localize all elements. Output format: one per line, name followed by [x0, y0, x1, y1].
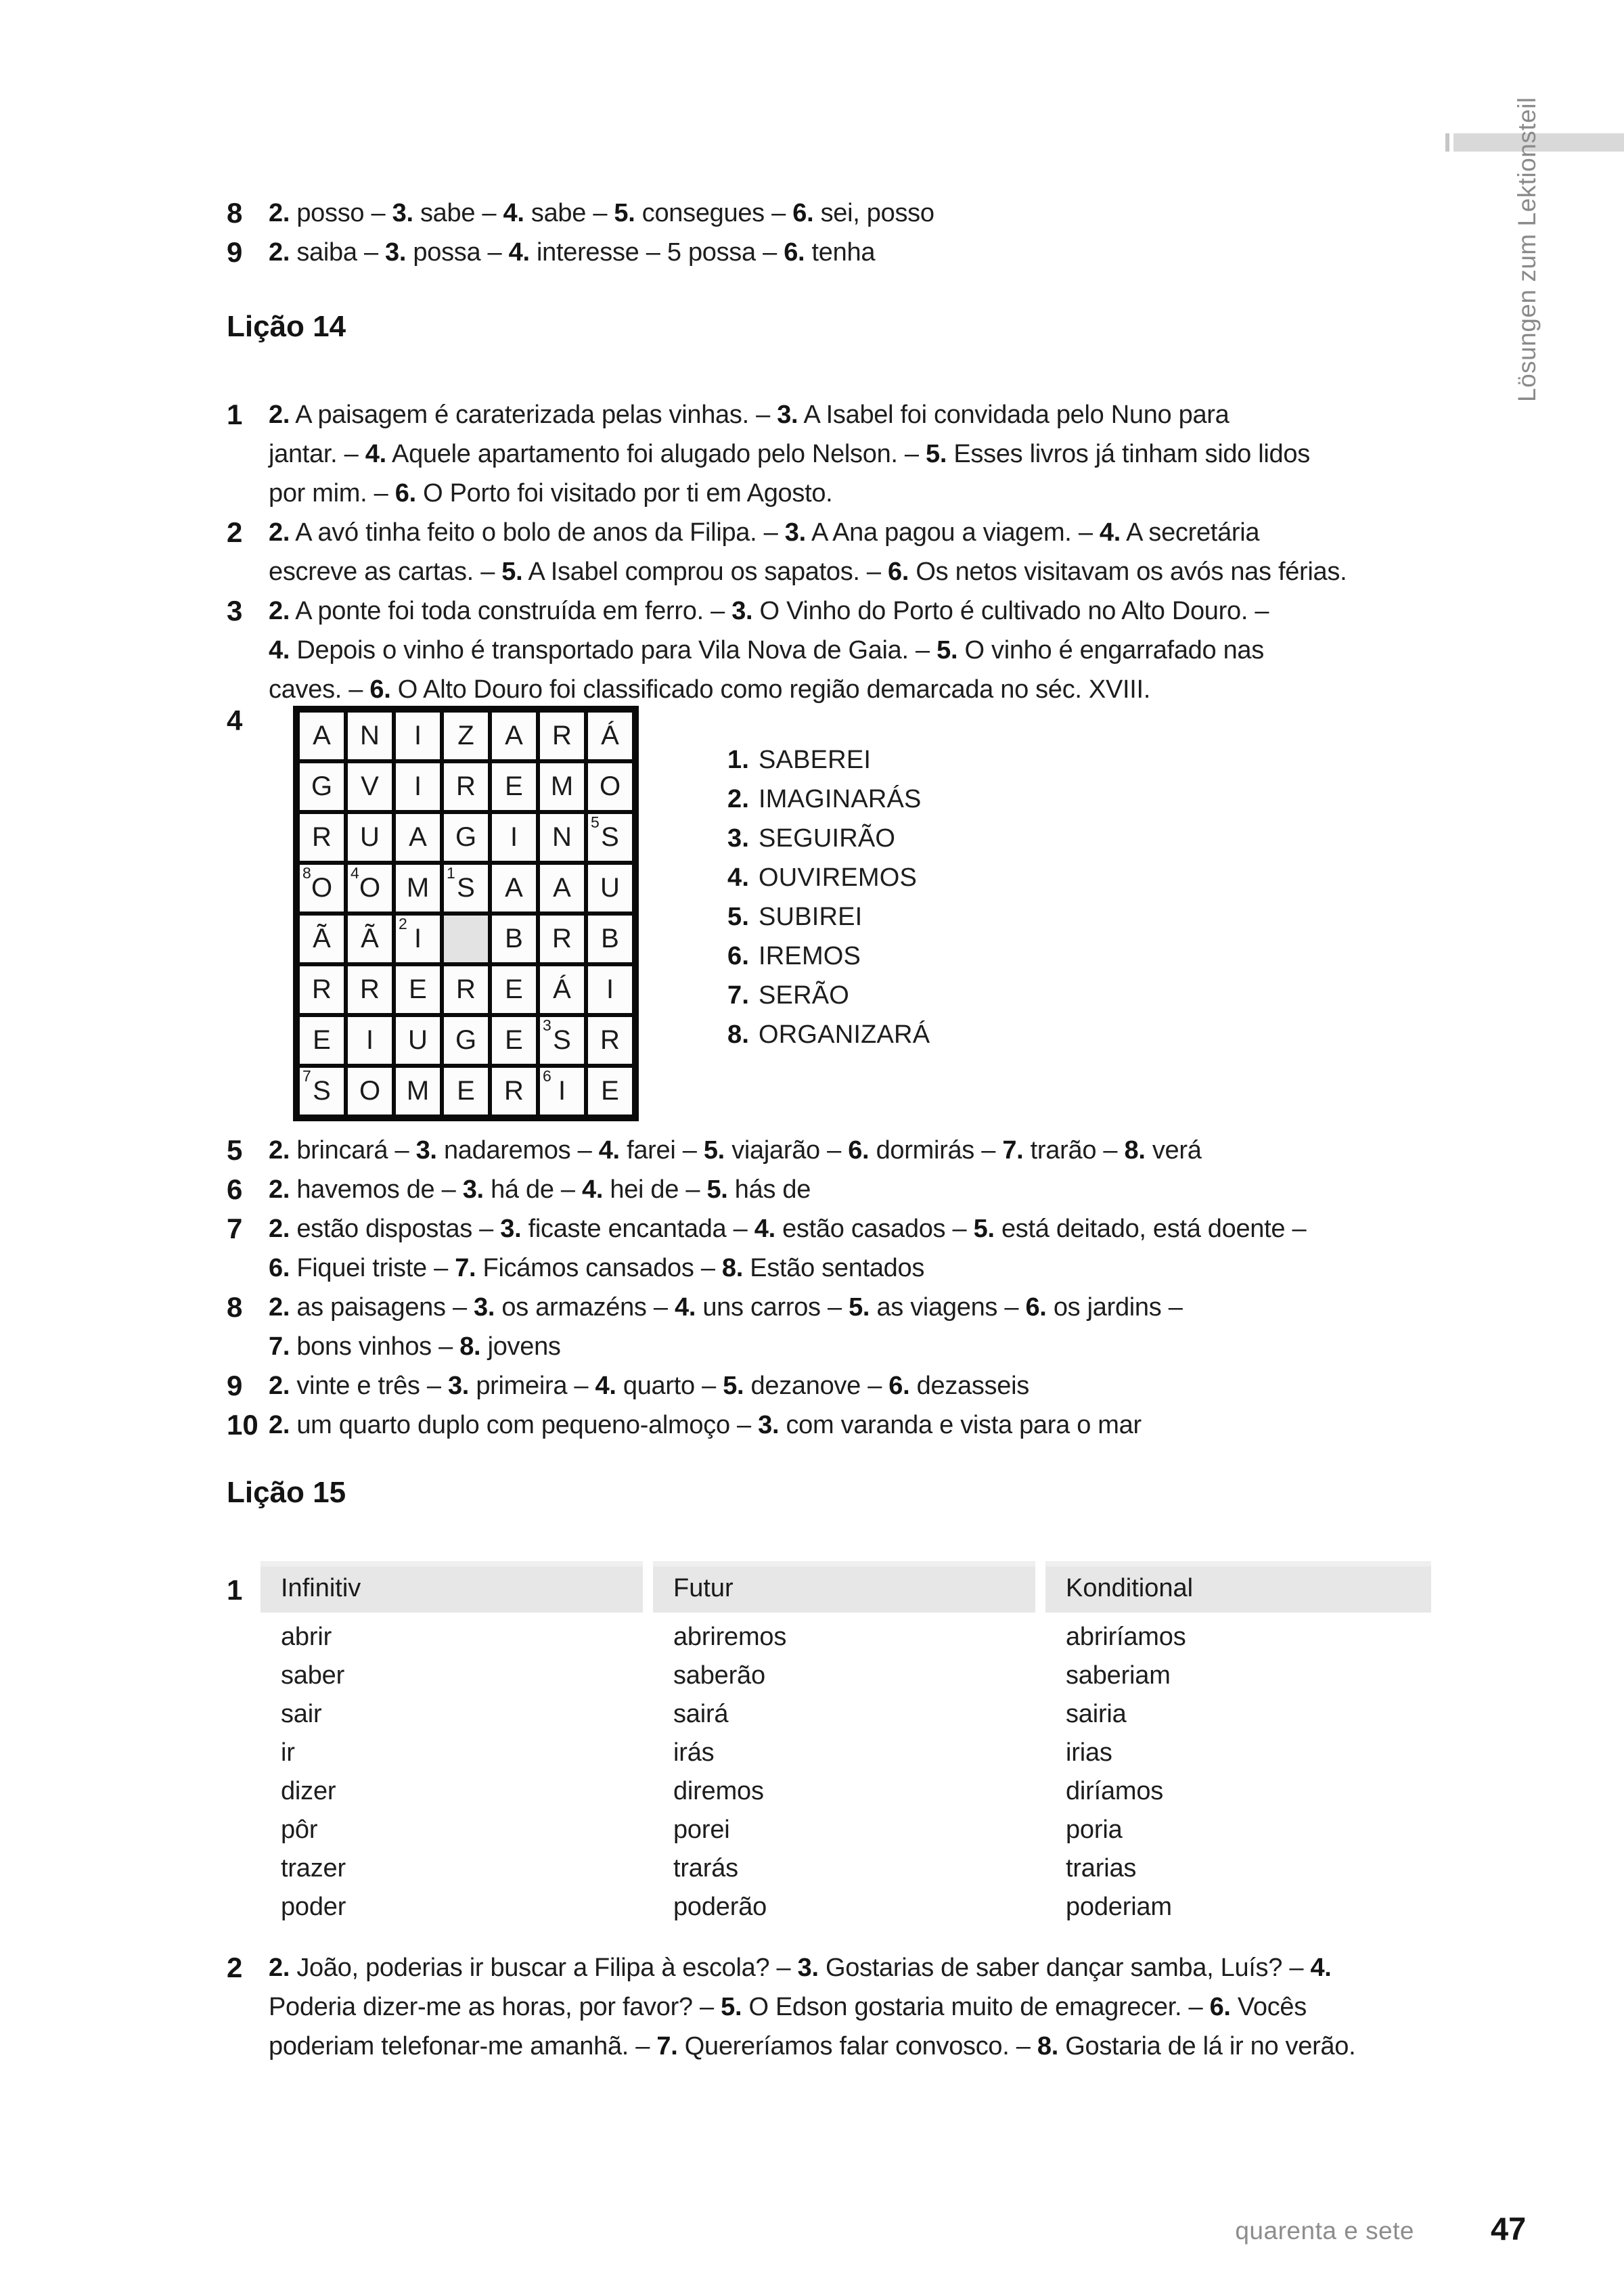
item-number: 10 [227, 1409, 258, 1441]
list-item [227, 1366, 1029, 1405]
item-text [269, 1948, 1355, 2066]
table-cell: sair [281, 1700, 322, 1728]
solution-word-row [727, 740, 930, 780]
grid-cell: 1 S [444, 865, 488, 911]
item-text [269, 395, 1310, 513]
answer-line: poderiam telefonar-me amanhã. – 7. Quereríamos falar convosco. – 8. Gostaria de lá ir no verão. [269, 2032, 1356, 2061]
grid-cell: Ã [300, 916, 344, 962]
grid-cell: I [492, 814, 536, 861]
grid-cell: O [348, 1068, 392, 1115]
table-cell: sairá [673, 1700, 729, 1728]
item-text [269, 1170, 811, 1209]
item-number: 2 [227, 516, 243, 548]
table-cell: poder [281, 1893, 346, 1921]
grid-cell: U [588, 865, 632, 911]
grid-cell: R [348, 966, 392, 1013]
table-cell: saber [281, 1661, 345, 1690]
table-cell: saberiam [1066, 1661, 1171, 1690]
table-cell: poria [1066, 1816, 1123, 1844]
list-item [227, 591, 1269, 709]
grid-cell: R [444, 966, 488, 1013]
table-row [281, 1695, 1445, 1734]
item-number: 1 [227, 399, 243, 430]
table-cell: poderão [673, 1893, 767, 1921]
answer-line: 2. um quarto duplo com pequeno-almoço – 3. com varanda e vista para o mar [269, 1411, 1142, 1439]
answer-line: 2. havemos de – 3. há de – 4. hei de – 5. hás de [269, 1175, 811, 1204]
table-cell: trazer [281, 1854, 346, 1883]
solution-word: ORGANIZARÁ [759, 1020, 930, 1049]
answer-line: escreve as cartas. – 5. A Isabel comprou os sapatos. – 6. Os netos visitavam os avós nas férias. [269, 558, 1347, 586]
answer-line: caves. – 6. O Alto Douro foi classificado como região demarcada no séc. XVIII. [269, 675, 1151, 704]
grid-cell: E [492, 966, 536, 1013]
grid-cell: R [300, 814, 344, 861]
grid-cell-clue-number: 4 [351, 864, 359, 882]
list-item [227, 513, 1347, 591]
section-title-licao-14: Lição 14 [227, 310, 346, 343]
grid-cell: A [492, 865, 536, 911]
answer-line: jantar. – 4. Aquele apartamento foi alugado pelo Nelson. – 5. Esses livros já tinham sido lidos [269, 440, 1310, 468]
footer-page-words: quarenta e sete [1235, 2217, 1414, 2245]
grid-cell: I [396, 763, 440, 810]
item-text [269, 1405, 1142, 1445]
table-header-konditional [1045, 1561, 1431, 1613]
answer-line: 2. A avó tinha feito o bolo de anos da Filipa. – 3. A Ana pagou a viagem. – 4. A secretária [269, 518, 1260, 547]
table-row [281, 1657, 1445, 1695]
grid-cell: B [492, 916, 536, 962]
solution-word-number: 5. [727, 903, 750, 931]
grid-cell: A [396, 814, 440, 861]
grid-cell: Ã [348, 916, 392, 962]
footer-page-number: 47 [1491, 2211, 1527, 2247]
table-header-futur [653, 1561, 1035, 1613]
grid-cell-clue-number: 8 [302, 864, 311, 882]
answer-line: 4. Depois o vinho é transportado para Vila Nova de Gaia. – 5. O vinho é engarrafado nas [269, 636, 1264, 665]
solution-word-number: 7. [727, 981, 750, 1010]
solution-word-row [727, 858, 930, 897]
grid-cell: E [396, 966, 440, 1013]
list-item [227, 1209, 1306, 1288]
grid-cell: U [348, 814, 392, 861]
item-number: 7 [227, 1213, 243, 1244]
grid-cell-clue-number: 7 [302, 1067, 311, 1085]
grid-cell: M [396, 865, 440, 911]
solution-word-row [727, 976, 930, 1015]
solution-word-number: 2. [727, 785, 750, 813]
item-number: 5 [227, 1134, 243, 1166]
item-number: 8 [227, 1291, 243, 1323]
list-item [227, 701, 269, 740]
grid-cell-clue-number: 5 [591, 813, 600, 831]
solution-word: IMAGINARÁS [759, 785, 922, 813]
item-number: 2 [227, 1952, 243, 1983]
solution-word-number: 1. [727, 746, 750, 774]
list-item [227, 194, 934, 233]
grid-cell: M [396, 1068, 440, 1115]
answer-line: 7. bons vinhos – 8. jovens [269, 1332, 561, 1361]
list-item [227, 1405, 1142, 1445]
item-number: 4 [227, 704, 243, 736]
table-cell: abriríamos [1066, 1623, 1186, 1651]
grid-cell: 7 S [300, 1068, 344, 1115]
item-text [269, 194, 934, 233]
answer-line: 2. João, poderias ir buscar a Filipa à escola? – 3. Gostarias de saber dançar samba, Luís? – 4. [269, 1954, 1332, 1982]
grid-cell: U [396, 1017, 440, 1064]
grid-cell: Z [444, 713, 488, 759]
grid-cell: G [300, 763, 344, 810]
grid-cell: R [444, 763, 488, 810]
item-number: 9 [227, 236, 243, 268]
table-cell: irás [673, 1738, 715, 1767]
grid-cell: G [444, 814, 488, 861]
solution-word-row [727, 819, 930, 858]
item-number: 3 [227, 595, 243, 627]
answer-line: 2. posso – 3. sabe – 4. sabe – 5. consegues – 6. sei, posso [269, 199, 934, 227]
table-row [281, 1734, 1445, 1772]
grid-cell-shaded [444, 916, 488, 962]
table-cell: trarias [1066, 1854, 1137, 1883]
sidebar-bar-sliver [1445, 133, 1449, 152]
table-row [281, 1811, 1445, 1849]
solution-word-number: 8. [727, 1020, 750, 1049]
item-number: 8 [227, 197, 243, 229]
solution-word: OUVIREMOS [759, 863, 918, 892]
table-row [281, 1849, 1445, 1888]
grid-cell: M [540, 763, 584, 810]
table-cell: diríamos [1066, 1777, 1164, 1805]
list-item [227, 1170, 811, 1209]
grid-cell-clue-number: 6 [543, 1067, 551, 1085]
answer-line: 6. Fiquei triste – 7. Ficámos cansados – 8. Estão sentados [269, 1254, 925, 1282]
list-item [227, 395, 1310, 513]
grid-cell: G [444, 1017, 488, 1064]
table-cell: irias [1066, 1738, 1112, 1767]
item-text [269, 233, 875, 272]
grid-cell: R [300, 966, 344, 1013]
table-cell: dizer [281, 1777, 336, 1805]
answer-line: 2. A paisagem é caraterizada pelas vinhas. – 3. A Isabel foi convidada pelo Nuno para [269, 401, 1230, 429]
grid-cell: A [540, 865, 584, 911]
word-search-solution-list [727, 740, 930, 1054]
section-title-licao-15: Lição 15 [227, 1476, 346, 1509]
table-cell: porei [673, 1816, 730, 1844]
word-search-grid [293, 706, 639, 1121]
grid-cell: V [348, 763, 392, 810]
item-text [269, 591, 1269, 709]
solution-word: SEGUIRÃO [759, 824, 896, 853]
grid-cell: R [588, 1017, 632, 1064]
table-cell: diremos [673, 1777, 764, 1805]
grid-cell: I [396, 713, 440, 759]
grid-cell: N [348, 713, 392, 759]
item-text [269, 1366, 1029, 1405]
answer-line: 2. brincará – 3. nadaremos – 4. farei – 5. viajarão – 6. dormirás – 7. trarão – 8. verá [269, 1136, 1202, 1165]
answer-line: 2. as paisagens – 3. os armazéns – 4. uns carros – 5. as viagens – 6. os jardins – [269, 1293, 1183, 1322]
solution-word-row [727, 780, 930, 819]
list-item [227, 1288, 1183, 1366]
grid-cell-clue-number: 2 [399, 915, 407, 932]
table-header-infinitiv [261, 1561, 643, 1613]
item-text [269, 1209, 1306, 1288]
item-text [269, 513, 1347, 591]
grid-cell: A [492, 713, 536, 759]
grid-cell: 6 I [540, 1068, 584, 1115]
list-item [227, 1948, 1355, 2066]
grid-cell: E [492, 763, 536, 810]
table-cell: poderiam [1066, 1893, 1172, 1921]
grid-cell-clue-number: 3 [543, 1016, 551, 1034]
grid-cell: 2 I [396, 916, 440, 962]
grid-cell: R [540, 916, 584, 962]
table-cell: saberão [673, 1661, 765, 1690]
table-header-label: Infinitiv [281, 1574, 361, 1602]
solution-word: SABEREI [759, 746, 872, 774]
grid-cell: 5 S [588, 814, 632, 861]
grid-cell: 4 O [348, 865, 392, 911]
table-header-label: Futur [673, 1574, 734, 1602]
conjugation-table-body [281, 1618, 1445, 1927]
answer-line: 2. vinte e três – 3. primeira – 4. quarto – 5. dezanove – 6. dezasseis [269, 1372, 1029, 1400]
item-number: 9 [227, 1370, 243, 1401]
grid-cell: I [588, 966, 632, 1013]
table-cell: pôr [281, 1816, 318, 1844]
solution-word: SERÃO [759, 981, 850, 1010]
solution-word-number: 3. [727, 824, 750, 853]
grid-cell: R [540, 713, 584, 759]
solution-word: SUBIREI [759, 903, 863, 931]
solution-word-row [727, 937, 930, 976]
table-cell: sairia [1066, 1700, 1127, 1728]
grid-cell: N [540, 814, 584, 861]
solution-word-row [727, 1015, 930, 1054]
solution-word-row [727, 897, 930, 937]
grid-cell: 8 O [300, 865, 344, 911]
grid-cell: O [588, 763, 632, 810]
table-row [281, 1888, 1445, 1927]
list-item [227, 233, 875, 272]
grid-cell: E [300, 1017, 344, 1064]
grid-cell: 3 S [540, 1017, 584, 1064]
answer-line: por mim. – 6. O Porto foi visitado por ti em Agosto. [269, 479, 833, 508]
answer-line: 2. saiba – 3. possa – 4. interesse – 5 possa – 6. tenha [269, 238, 876, 267]
solution-word: IREMOS [759, 942, 861, 970]
table-cell: abriremos [673, 1623, 787, 1651]
list-item [227, 1131, 1202, 1170]
grid-cell: E [588, 1068, 632, 1115]
item-number: 6 [227, 1173, 243, 1205]
chapter-vertical-label: Lösungen zum Lektionsteil [1513, 97, 1541, 402]
item-text [269, 1288, 1183, 1366]
solution-word-number: 6. [727, 942, 750, 970]
table-row [281, 1772, 1445, 1811]
grid-cell: Á [588, 713, 632, 759]
table-cell: trarás [673, 1854, 738, 1883]
answer-line: 2. estão dispostas – 3. ficaste encantada – 4. estão casados – 5. está deitado, está doente – [269, 1215, 1307, 1243]
item-text [269, 1131, 1202, 1170]
grid-cell: A [300, 713, 344, 759]
table-cell: abrir [281, 1623, 332, 1651]
grid-cell: R [492, 1068, 536, 1115]
answer-line: Poderia dizer-me as horas, por favor? – 5. O Edson gostaria muito de emagrecer. – 6. Vocês [269, 1993, 1307, 2021]
grid-cell: E [492, 1017, 536, 1064]
table-cell: ir [281, 1738, 295, 1767]
grid-cell: E [444, 1068, 488, 1115]
answer-line: 2. A ponte foi toda construída em ferro. – 3. O Vinho do Porto é cultivado no Alto Douro. – [269, 597, 1269, 625]
grid-cell: I [348, 1017, 392, 1064]
grid-cell: Á [540, 966, 584, 1013]
item-number: 1 [227, 1574, 243, 1606]
grid-cell: B [588, 916, 632, 962]
grid-cell-clue-number: 1 [447, 864, 455, 882]
solution-word-number: 4. [727, 863, 750, 892]
table-header-label: Konditional [1066, 1574, 1194, 1602]
table-row [281, 1618, 1445, 1657]
